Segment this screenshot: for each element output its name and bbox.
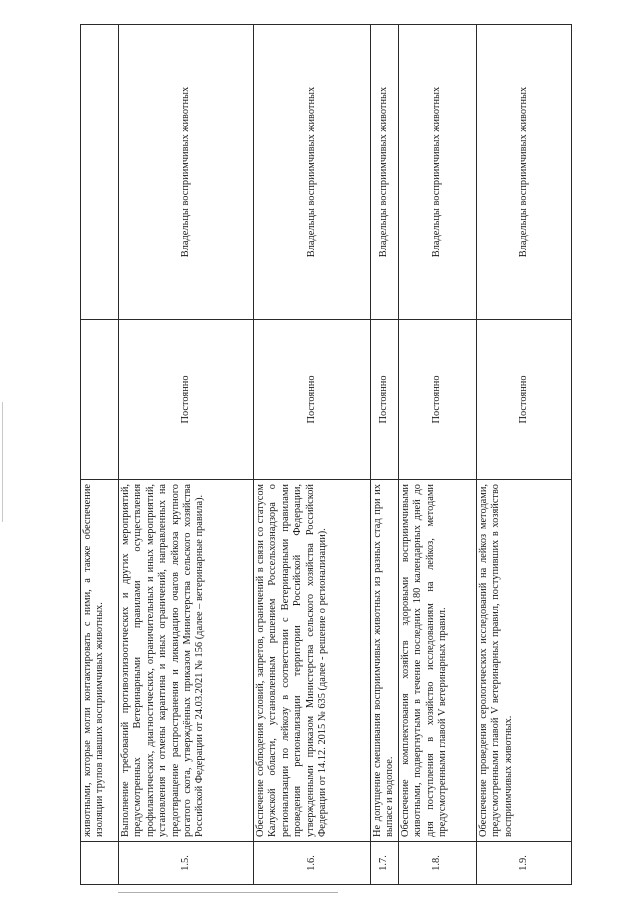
row-number: 1.8. xyxy=(398,842,476,885)
measure-term xyxy=(81,320,119,480)
scan-artifact xyxy=(2,402,3,522)
row-number: 1.9. xyxy=(476,842,571,885)
table-row xyxy=(119,25,254,885)
measure-term: Постоянно xyxy=(371,320,399,480)
measure-responsible: Владельцы восприимчивых животных xyxy=(476,25,571,320)
table-row xyxy=(398,25,476,885)
row-number: 1.5. xyxy=(119,842,254,885)
measure-responsible: Владельцы восприимчивых животных xyxy=(371,25,399,320)
table-row xyxy=(81,25,119,885)
measure-responsible: Владельцы восприимчивых животных xyxy=(398,25,476,320)
measure-text: Выполнение требований противоэпизоотических и других мероприятий, предусмотренных Ветеринарными правилами осуществления профилактических, диагностических, ограничительных и иных мероприятий, установления и отмены карантина и иных ограничений, направленных на предотвращение распространения и ликвидацию очагов лейкоза крупного рогатого скота, утверждённых приказом Министерства сельского хозяйства Российской Федерации от 24.03.2021 № 156 (далее – ветеринарные правила). xyxy=(119,480,254,842)
measure-term: Постоянно xyxy=(119,320,254,480)
measures-table xyxy=(80,24,572,885)
measure-text: Обеспечение проведения серологических исследований на лейкоз методами, предусмотренными главой V ветеринарных правил, поступивших в хозяйство восприимчивых животных. xyxy=(476,480,571,842)
measure-text: животными, которые могли контактировать с ними, а также обеспечение изоляции трупов павших восприимчивых животных. xyxy=(81,480,119,842)
table-row xyxy=(371,25,399,885)
measure-text: Обеспечение комплектования хозяйств здоровыми восприимчивыми животными, подвергнутыми в течение последних 180 календарных дней до дня поступления в хозяйство исследованиям на лейкоз, методами предусмотренными главой V ветеринарных правил. xyxy=(398,480,476,842)
table-row xyxy=(254,25,371,885)
measure-text: Не допущение смешивания восприимчивых животных из разных стад при их выпасе и водопое. xyxy=(371,480,399,842)
measure-term: Постоянно xyxy=(254,320,371,480)
row-number xyxy=(81,842,119,885)
measure-term: Постоянно xyxy=(398,320,476,480)
measure-term: Постоянно xyxy=(476,320,571,480)
measure-responsible: Владельцы восприимчивых животных xyxy=(254,25,371,320)
row-number: 1.7. xyxy=(371,842,399,885)
measure-text: Обеспечение соблюдения условий, запретов, ограничений в связи со статусом Калужской области, установленным решением Россельхознадзора о регионализации по лейкозу в соответствии с Ветеринарными правилами проведения регионализации территории Российской Федерации, утвержденными приказом Министерства сельского хозяйства Российской Федерации от 14.12. 2015 № 635 (далее - решение о регионализации). xyxy=(254,480,371,842)
measure-responsible xyxy=(81,25,119,320)
measure-responsible: Владельцы восприимчивых животных xyxy=(119,25,254,320)
scan-artifact xyxy=(118,892,338,893)
row-number: 1.6. xyxy=(254,842,371,885)
table-row xyxy=(476,25,571,885)
rotated-page-content xyxy=(80,25,568,885)
